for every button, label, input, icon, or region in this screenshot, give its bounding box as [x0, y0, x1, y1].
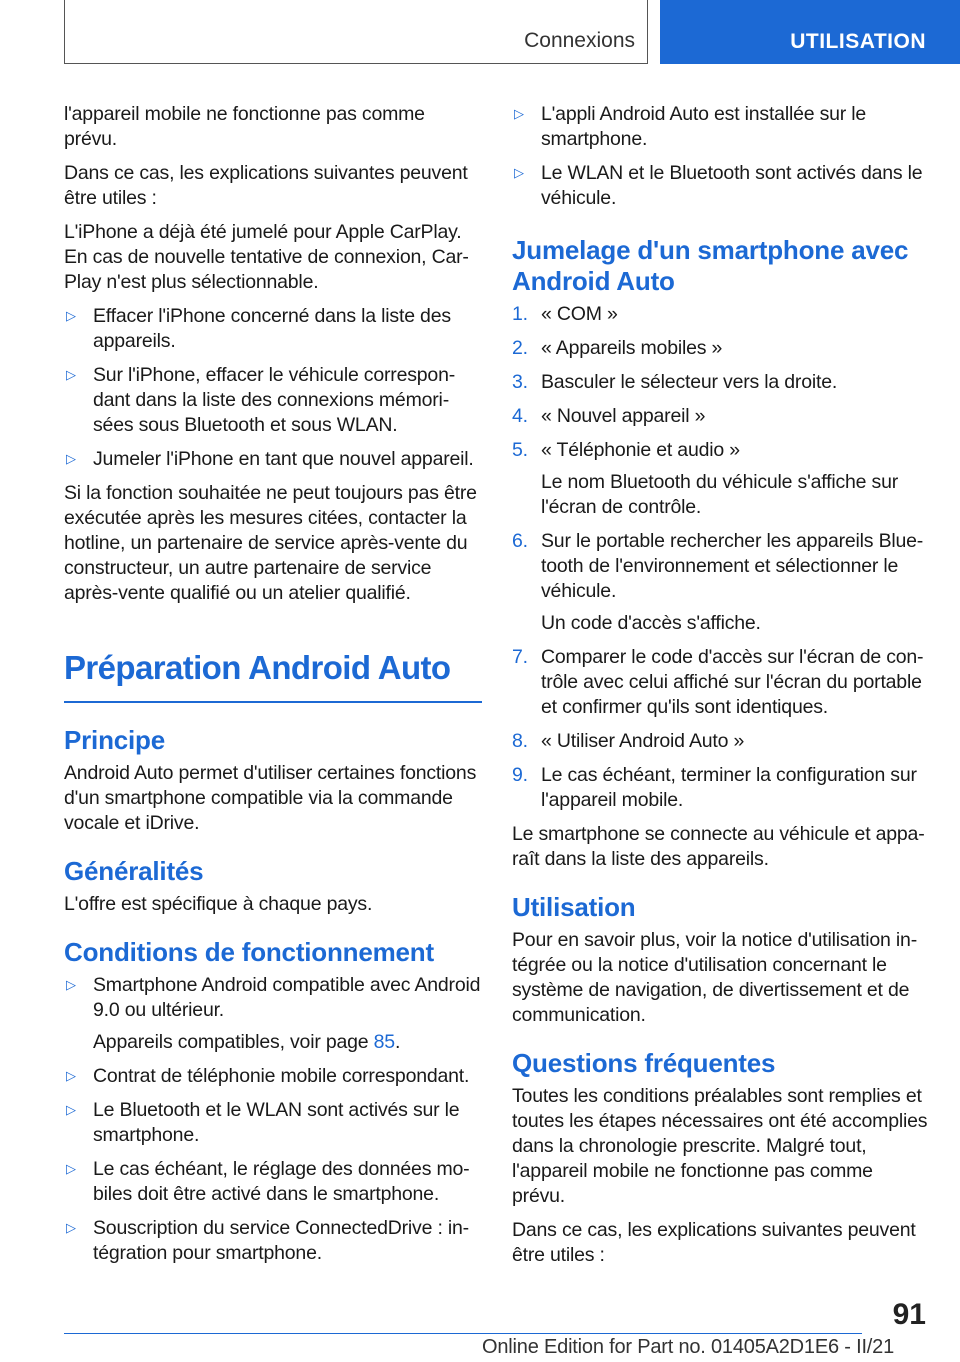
step-note: Le nom Bluetooth du véhicule s'affiche sur l'écran de contrôle. [541, 471, 899, 518]
principe-heading: Principe [64, 725, 165, 755]
triangle-right-icon: ▷ [66, 1068, 76, 1083]
questions-paragraph-2: Dans ce cas, les explications suivantes peuvent être utiles : [512, 1219, 916, 1266]
questions-heading: Questions fréquentes [512, 1048, 776, 1078]
step-item: 4. « Nouvel appareil » [512, 405, 706, 427]
triangle-right-icon: ▷ [66, 1220, 76, 1235]
generalites-heading: Généralités [64, 856, 204, 886]
triangle-right-icon: ▷ [514, 165, 524, 180]
pairing-steps-list [512, 302, 928, 813]
intro-paragraph-1: l'appareil mobile ne fonctionne pas comme prévu. [64, 103, 425, 150]
triangle-right-icon: ▷ [66, 308, 76, 323]
list-item: ▷ Sur l'iPhone, effacer le véhicule correspondant dans la liste des connexions mémorisées sous Bluetooth et sous WLAN. [66, 364, 456, 436]
list-item: ▷ Le Bluetooth et le WLAN sont activés sur le smartphone. [66, 1099, 460, 1146]
header-chapter-tab [660, 0, 960, 64]
step-number: 5. [512, 439, 528, 461]
step-item: 3. Basculer le sélecteur vers la droite. [512, 371, 838, 393]
left-column [64, 102, 482, 1275]
support-paragraph: Si la fonction souhaitée ne peut toujours pas être exécutée après les mesures citées, contacter la hotline, un partenaire de service après-vente du constructeur, un autre partenaire de service après-vente qualifié ou un atelier qualifié. [64, 482, 477, 604]
generalites-paragraph: L'offre est spécifique à chaque pays. [64, 893, 373, 915]
triangle-right-icon: ▷ [66, 977, 76, 992]
step-number: 7. [512, 646, 528, 668]
step-item: 1. « COM » [512, 303, 618, 325]
step-note: Un code d'accès s'affiche. [541, 612, 761, 634]
footer-edition: Online Edition for Part no. 01405A2D1E6 - II/21 [482, 1336, 894, 1358]
after-steps-paragraph: Le smartphone se connecte au véhicule et apparaît dans la liste des appareils. [512, 823, 925, 870]
intro-paragraph-2: Dans ce cas, les explications suivantes peuvent être utiles : [64, 162, 468, 209]
header-section-box [64, 0, 648, 64]
right-column [512, 102, 928, 1277]
step-number: 2. [512, 337, 528, 359]
compatible-devices-note: Appareils compatibles, voir page 85. [93, 1031, 401, 1053]
main-section-title: Préparation Android Auto [64, 648, 482, 703]
utilisation-paragraph: Pour en savoir plus, voir la notice d'utilisation intégrée ou la notice d'utilisation concernant le système de navigation, de divertissement et de communication. [512, 929, 918, 1026]
list-item: ▷ Effacer l'iPhone concerné dans la liste des appareils. [66, 305, 451, 352]
header-chapter-title: UTILISATION [790, 30, 926, 53]
conditions-list [64, 973, 482, 1266]
conditions-list-continued [512, 102, 928, 211]
step-number: 1. [512, 303, 528, 325]
page-number: 91 [892, 1298, 926, 1331]
step-item: 5. « Téléphonie et audio » Le nom Bluetooth du véhicule s'affiche sur l'écran de contrôle. [512, 438, 928, 520]
principe-paragraph: Android Auto permet d'utiliser certaines fonctions d'un smartphone compatible via la commande vocale et iDrive. [64, 762, 477, 834]
page-reference-link[interactable]: 85 [373, 1031, 395, 1053]
step-item: 8. « Utiliser Android Auto » [512, 730, 745, 752]
utilisation-heading: Utilisation [512, 892, 636, 922]
list-item: ▷ Souscription du service ConnectedDrive : intégration pour smartphone. [66, 1217, 470, 1264]
list-item: ▷ Contrat de téléphonie mobile correspondant. [66, 1065, 470, 1087]
footer-divider [64, 1333, 862, 1334]
step-item: 2. « Appareils mobiles » [512, 337, 723, 359]
step-item: 6. Sur le portable rechercher les appareils Bluetooth de l'environnement et sélectionner le véhicule. Un code d'accès s'affiche. [512, 529, 928, 636]
header-section-title: Connexions [524, 29, 635, 52]
step-item: 9. Le cas échéant, terminer la configuration sur l'appareil mobile. [512, 764, 917, 811]
list-item: ▷ Le cas échéant, le réglage des données mobiles doit être activé dans le smartphone. [66, 1158, 470, 1205]
triangle-right-icon: ▷ [66, 1102, 76, 1117]
triangle-right-icon: ▷ [514, 106, 524, 121]
step-number: 3. [512, 371, 528, 393]
triangle-right-icon: ▷ [66, 451, 76, 466]
triangle-right-icon: ▷ [66, 367, 76, 382]
step-number: 8. [512, 730, 528, 752]
list-item: ▷ Smartphone Android compatible avec Android 9.0 ou ultérieur. Appareils compatibles, voir page 85. [66, 974, 481, 1053]
step-number: 4. [512, 405, 528, 427]
list-item: ▷ Jumeler l'iPhone en tant que nouvel appareil. [66, 448, 474, 470]
conditions-heading: Conditions de fonctionnement [64, 937, 434, 967]
step-number: 9. [512, 764, 528, 786]
list-item: ▷ L'appli Android Auto est installée sur le smartphone. [514, 103, 867, 150]
step-item: 7. Comparer le code d'accès sur l'écran de contrôle avec celui affiché sur l'écran du portable et confirmer qu'ils sont identiques. [512, 646, 924, 718]
iphone-steps-list [64, 304, 482, 472]
list-item: ▷ Le WLAN et le Bluetooth sont activés dans le véhicule. [514, 162, 923, 209]
intro-paragraph-3: L'iPhone a déjà été jumelé pour Apple CarPlay. En cas de nouvelle tentative de connexion, CarPlay n'est plus sélectionnable. [64, 221, 469, 293]
step-number: 6. [512, 530, 528, 552]
questions-paragraph: Toutes les conditions préalables sont remplies et toutes les étapes nécessaires ont été accomplies dans la chronologie prescrite. Malgré tout, l'appareil mobile ne fonctionne pas comme prévu. [512, 1085, 928, 1207]
triangle-right-icon: ▷ [66, 1161, 76, 1176]
jumelage-heading: Jumelage d'un smartphone avec Android Auto [512, 235, 909, 296]
